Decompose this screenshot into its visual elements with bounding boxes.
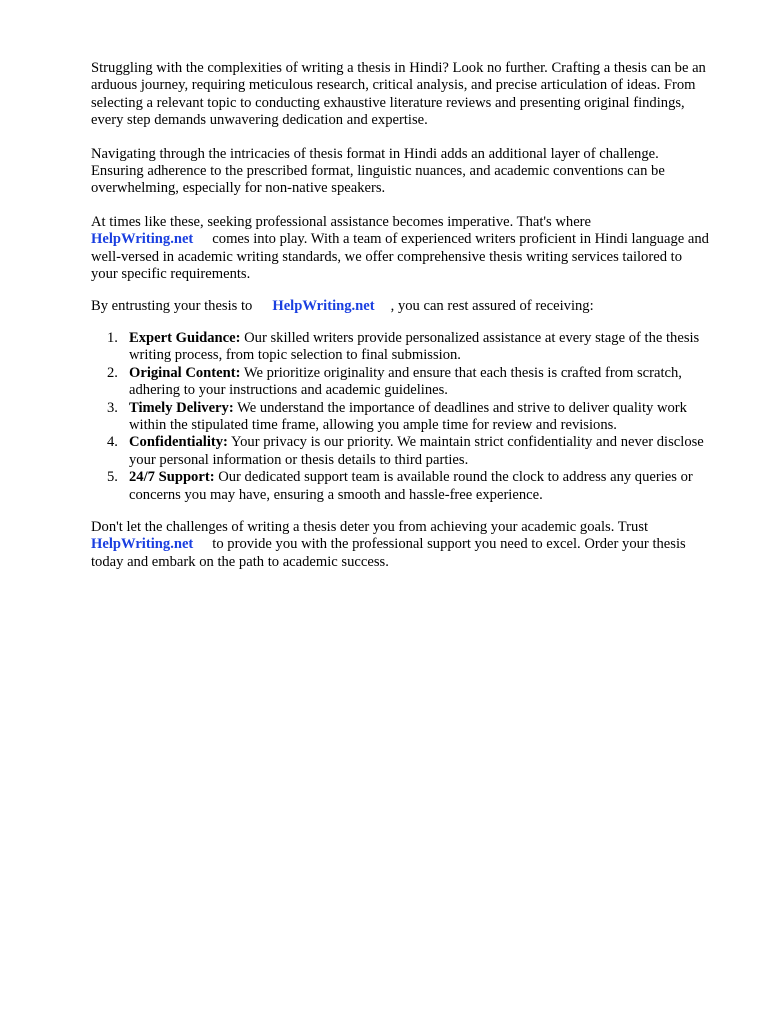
closing-text-after: to provide you with the professional support you need to excel. Order your thesis today and embark on the path to academic success. xyxy=(91,536,686,570)
helpwriting-link[interactable]: HelpWriting.net xyxy=(91,536,194,553)
list-item xyxy=(91,469,711,504)
list-item-title: Expert Guidance: xyxy=(129,329,241,346)
list-item-text: Our skilled writers provide personalized assistance at every stage of the thesis writing process, from topic selection to final submission. xyxy=(129,329,700,364)
list-number: 5. xyxy=(107,469,118,486)
helpwriting-link[interactable]: HelpWriting.net xyxy=(91,231,194,248)
list-item-text: Your privacy is our priority. We maintain strict confidentiality and never disclose your personal information or thesis details to third parties. xyxy=(129,434,704,468)
list-number: 3. xyxy=(107,399,118,416)
entrusting-text-before: By entrusting your thesis to xyxy=(91,298,253,315)
benefits-list xyxy=(91,330,711,504)
closing-text-before: Don't let the challenges of writing a thesis deter you from achieving your academic goals. Trust xyxy=(91,518,649,535)
list-item-title: Original Content: xyxy=(129,364,241,381)
entrusting-text-after: , you can rest assured of receiving: xyxy=(390,298,594,315)
list-item-text: We prioritize originality and ensure that each thesis is crafted from scratch, adhering to your instructions and academic guidelines. xyxy=(129,364,682,399)
helpwriting-link[interactable]: HelpWriting.net xyxy=(272,298,375,315)
list-item-title: Confidentiality: xyxy=(129,434,228,451)
entrusting-paragraph xyxy=(91,298,711,315)
list-number: 2. xyxy=(107,364,118,381)
assistance-text-after: comes into play. With a team of experienced writers proficient in Hindi language and well-versed in academic writing standards, we offer comprehensive thesis writing services tailored to your specific requirements. xyxy=(91,231,709,283)
document-page xyxy=(91,60,711,587)
list-item-title: Timely Delivery: xyxy=(129,399,234,416)
intro-paragraph: Struggling with the complexities of writing a thesis in Hindi? Look no further. Crafting a thesis can be an arduous journey, requiring meticulous research, critical analysis, and precise articulation of ideas. From selecting a relevant topic to conducting exhaustive literature reviews and presenting original findings, every step demands unwavering dedication and expertise. xyxy=(91,60,706,129)
list-item-title: 24/7 Support: xyxy=(129,469,215,486)
list-item-text: Our dedicated support team is available round the clock to address any queries or concerns you may have, ensuring a smooth and hassle-free experience. xyxy=(129,469,693,503)
list-item xyxy=(91,400,711,435)
list-item-text: We understand the importance of deadlines and strive to deliver quality work within the stipulated time frame, allowing you ample time for review and revisions. xyxy=(129,399,687,433)
closing-paragraph xyxy=(91,519,711,571)
list-number: 4. xyxy=(107,434,118,451)
list-number: 1. xyxy=(107,329,118,346)
list-item xyxy=(91,434,711,469)
assistance-text-before: At times like these, seeking professional assistance becomes imperative. That's where xyxy=(91,213,592,230)
list-item xyxy=(91,365,711,400)
list-item xyxy=(91,330,711,365)
assistance-paragraph xyxy=(91,214,711,284)
format-paragraph: Navigating through the intricacies of thesis format in Hindi adds an additional layer of challenge. Ensuring adherence to the prescribed format, linguistic nuances, and academic conventions can be overwhelming, especially for non-native speakers. xyxy=(91,145,665,197)
